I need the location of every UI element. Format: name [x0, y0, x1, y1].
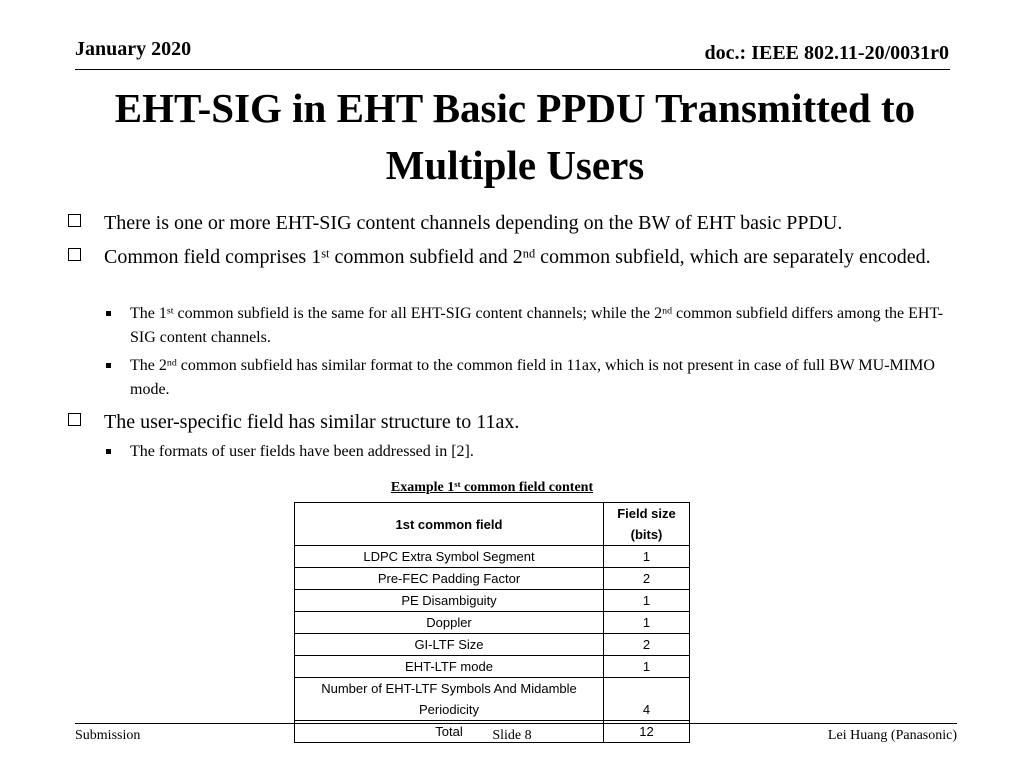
table-row — [295, 546, 690, 568]
square-bullet-icon — [106, 363, 111, 368]
square-bullet-icon — [106, 449, 111, 454]
bullet-item — [68, 209, 958, 237]
table-cell: EHT-LTF mode — [295, 656, 604, 678]
common-field-table — [294, 502, 690, 743]
header-date: January 2020 — [75, 38, 192, 60]
table-caption — [280, 480, 704, 496]
superscript: nd — [662, 305, 673, 317]
checkbox-bullet-icon — [68, 413, 81, 426]
footer-author: Lei Huang (Panasonic) — [827, 728, 957, 743]
superscript: st — [321, 246, 330, 261]
text-run: The 2 — [130, 357, 167, 374]
superscript: nd — [166, 357, 177, 369]
sub-bullet-item — [104, 440, 949, 464]
table-row — [295, 590, 690, 612]
table-header-row — [295, 503, 690, 546]
footer-submission: Submission — [75, 728, 141, 743]
table-header-cell: Field size (bits) — [604, 503, 690, 546]
text-run: common subfield and 2 — [329, 246, 523, 268]
table-cell: Doppler — [295, 612, 604, 634]
bullet-text: The user-specific field has similar structure to 11ax. — [104, 411, 520, 433]
text-run: Common field comprises 1 — [104, 246, 322, 268]
table-cell: Pre-FEC Padding Factor — [295, 568, 604, 590]
table-cell: GI-LTF Size — [295, 634, 604, 656]
sub-bullet-text: The formats of user fields have been addressed in [2]. — [130, 443, 474, 460]
checkbox-bullet-icon — [68, 214, 81, 227]
table-cell: 1 — [604, 612, 690, 634]
text-run: common subfield is the same for all EHT-SIG content channels; while the 2 — [173, 305, 663, 322]
table-cell: PE Disambiguity — [295, 590, 604, 612]
table-cell: 1 — [604, 546, 690, 568]
superscript: st — [454, 479, 461, 490]
table-header-cell: 1st common field — [295, 503, 604, 546]
table-cell: 12 — [604, 721, 690, 743]
sub-bullet-text — [130, 302, 949, 350]
sub-bullet-text — [130, 354, 949, 402]
table-cell: LDPC Extra Symbol Segment — [295, 546, 604, 568]
table-cell: Total — [295, 721, 604, 743]
footer-slide-number: Slide 8 — [492, 728, 532, 743]
table-row — [295, 634, 690, 656]
sub-bullet-item — [104, 302, 949, 350]
bullet-text: There is one or more EHT-SIG content channels depending on the BW of EHT basic PPDU. — [104, 212, 843, 234]
slide-title-line-1: EHT-SIG in EHT Basic PPDU Transmitted to — [114, 85, 916, 131]
superscript: nd — [522, 246, 536, 261]
bullet-text — [104, 243, 958, 271]
table-cell: 4 — [604, 678, 690, 721]
text-run: Example 1 — [390, 480, 455, 495]
superscript: st — [166, 305, 174, 317]
text-run: common subfield differs among the EHT-SIG content channels. — [130, 305, 944, 346]
table-cell: 1 — [604, 656, 690, 678]
bullet-item — [68, 408, 958, 436]
text-run: common subfield, which are separately encoded. — [535, 246, 931, 268]
header-divider — [75, 69, 950, 70]
checkbox-bullet-icon — [68, 248, 81, 261]
bullet-item — [68, 243, 958, 271]
table-cell: 2 — [604, 568, 690, 590]
square-bullet-icon — [106, 311, 111, 316]
footer-divider — [75, 723, 957, 724]
sub-bullet-item — [104, 354, 949, 402]
text-run: common field content — [460, 480, 594, 495]
text-run: common subfield has similar format to the common field in 11ax, which is not present in case of full BW MU-MIMO mode. — [130, 357, 935, 398]
text-run: The 1 — [130, 305, 167, 322]
header-doc-id: doc.: IEEE 802.11-20/0031r0 — [704, 42, 949, 64]
table-cell: 2 — [604, 634, 690, 656]
table-cell: Number of EHT-LTF Symbols And Midamble Periodicity — [295, 678, 604, 721]
table-row — [295, 568, 690, 590]
table-row — [295, 612, 690, 634]
table-cell: 1 — [604, 590, 690, 612]
slide-title-line-2: Multiple Users — [385, 142, 645, 188]
table-row — [295, 656, 690, 678]
table-row — [295, 678, 690, 721]
slide-title — [40, 80, 990, 194]
